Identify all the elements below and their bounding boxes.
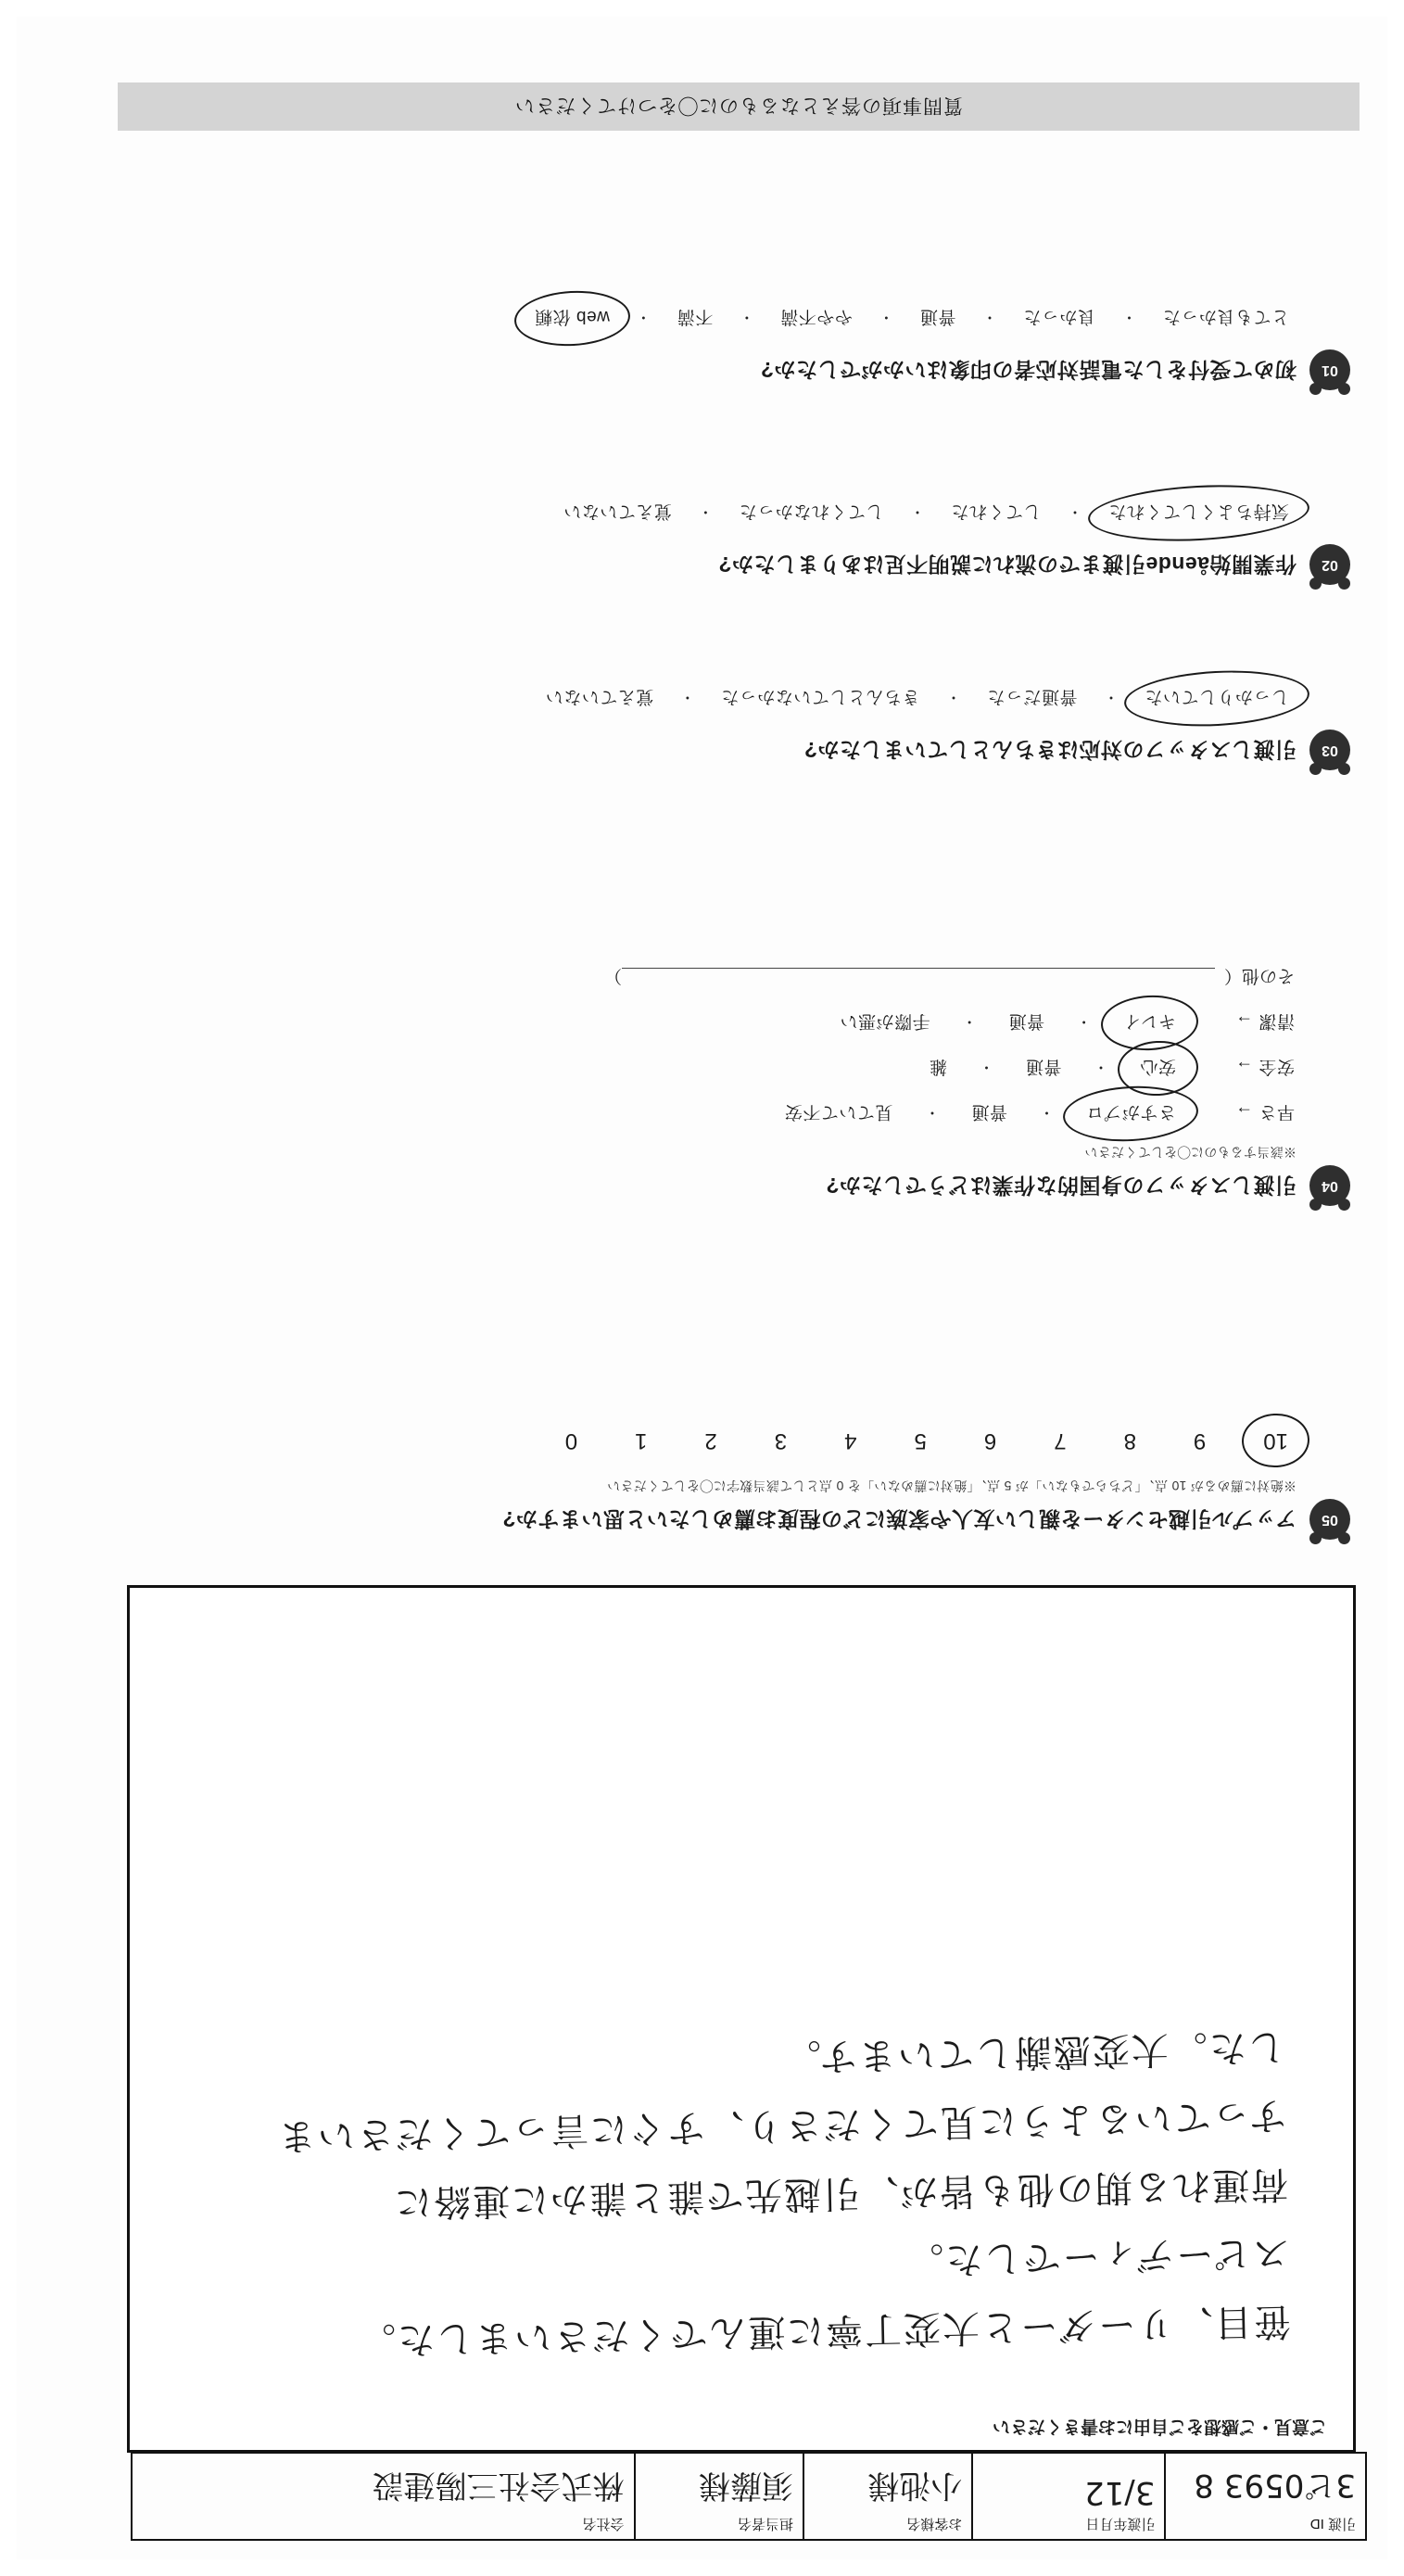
other-input-line[interactable] <box>622 968 1215 987</box>
option-separator: ・ <box>697 503 714 519</box>
option-separator: ・ <box>924 1104 940 1120</box>
question-text-02: 作業開始ående引渡までの流れに説明不足はありましたか? <box>717 552 1296 577</box>
row-cleanliness-option-2[interactable]: 普通 <box>1008 1011 1045 1031</box>
question-02-options[interactable] <box>118 497 1295 529</box>
question-note-05: ※絶対に薦めるが 10 点、「どちらでもない」が 5 点、「絶対に薦めない」を 0 点として該当数字に◯をしてください <box>606 1478 1296 1493</box>
question-badge-04: 04 <box>1309 1165 1350 1206</box>
question-text-04: 引渡しスタッフの身国的な作業はどうでしたか? <box>825 1174 1296 1198</box>
row-label-speed: 早さ → <box>1234 1102 1295 1122</box>
question-03-options[interactable] <box>118 682 1295 715</box>
q01-option-5[interactable]: 不満 <box>677 307 714 326</box>
meta-label-date: 引渡年月日 <box>1085 2516 1156 2532</box>
option-separator: ・ <box>1103 689 1119 704</box>
comment-box <box>127 1585 1356 2453</box>
other-paren-open: （ <box>1223 966 1242 985</box>
comment-label: ご意見・ご感想をご自由にお書きください <box>992 2417 1327 2436</box>
option-separator: ・ <box>1120 309 1137 324</box>
q03-option-2[interactable]: 普通だった <box>986 687 1078 706</box>
scale-option-7[interactable]: 7 <box>1054 1428 1067 1453</box>
question-head-04 <box>118 1165 1350 1206</box>
question-badge-01: 01 <box>1309 349 1350 390</box>
other-paren-close: ） <box>603 966 622 985</box>
other-label: その他 <box>1241 966 1295 985</box>
meta-value-id: 3ピ0593 8 <box>1194 2467 1356 2504</box>
instruction-band <box>118 82 1360 131</box>
scale-option-1[interactable]: 1 <box>635 1428 648 1453</box>
question-text-03: 引渡しスタッフの対応はきちんとしていましたか? <box>803 738 1296 762</box>
meta-label-customer: お客様名 <box>906 2516 963 2532</box>
scale-option-2[interactable]: 2 <box>704 1428 717 1453</box>
question-badge-02: 02 <box>1309 544 1350 585</box>
meta-label-id: 引渡 ID <box>1309 2516 1356 2532</box>
meta-field-staff <box>634 2454 803 2539</box>
row-speed-option-3[interactable]: 見ていて不安 <box>784 1102 893 1122</box>
question-04-row-speed <box>118 1098 1295 1130</box>
option-separator: ・ <box>978 1059 994 1074</box>
scale-option-6[interactable]: 6 <box>983 1428 997 1453</box>
question-head-03 <box>118 730 1350 770</box>
question-04-row-safety <box>118 1052 1295 1085</box>
question-block-01 <box>118 302 1350 390</box>
scale-option-3[interactable]: 3 <box>774 1428 788 1453</box>
question-01-options[interactable] <box>118 302 1295 335</box>
q01-option-1[interactable]: とても良かった <box>1162 307 1289 326</box>
question-head-05 <box>118 1499 1350 1540</box>
comment-line: 笹目、リーダーと大変丁寧に運んでくださいました。 <box>356 2299 1292 2362</box>
option-separator: ・ <box>961 1013 978 1029</box>
scale-option-8[interactable]: 8 <box>1123 1428 1136 1453</box>
meta-value-date: 3/12 <box>1084 2474 1156 2511</box>
scale-option-0[interactable]: 0 <box>564 1428 578 1453</box>
option-separator: ・ <box>945 689 961 704</box>
meta-field-customer <box>803 2454 971 2539</box>
instruction-text: 質問事項の答えとなるものに◯をつけてください <box>514 95 963 116</box>
option-separator: ・ <box>679 689 695 704</box>
q01-option-6[interactable]: web 依頼 <box>529 302 615 335</box>
question-text-01: 初めて受付をした電話対応者の印象はいかがでしたか? <box>760 358 1296 382</box>
option-separator: ・ <box>635 309 651 324</box>
q03-option-4[interactable]: 覚えていない <box>545 687 654 706</box>
row-cleanliness-option-1[interactable]: キレイ <box>1116 1007 1183 1039</box>
question-badge-05: 05 <box>1309 1499 1350 1540</box>
meta-value-customer: 小池様 <box>867 2467 963 2504</box>
meta-field-company <box>133 2454 634 2539</box>
row-cleanliness-option-3[interactable]: 手際が悪い <box>840 1011 930 1031</box>
option-separator: ・ <box>878 309 894 324</box>
comment-handwriting <box>191 2012 1291 2379</box>
question-note-04: ※該当するものに◯をしてください <box>1084 1145 1296 1160</box>
q02-option-1[interactable]: 気持ちよくしてくれた <box>1103 497 1295 529</box>
question-text-05: アップル引越センターを親しい友人や家族にどの程度お薦めしたいと思いますか? <box>501 1507 1296 1531</box>
comment-line: 荷運れる期の他も皆が、引越先で誰と誰かに連絡に <box>392 2162 1289 2224</box>
meta-field-id <box>1164 2454 1365 2539</box>
question-block-05 <box>118 1425 1350 1540</box>
question-04-other <box>118 965 1295 990</box>
option-separator: ・ <box>739 309 754 324</box>
row-options-speed[interactable] <box>777 1098 1183 1130</box>
row-options-cleanliness[interactable] <box>832 1007 1183 1039</box>
rating-scale-05[interactable] <box>118 1425 1295 1456</box>
meta-value-staff: 須藤様 <box>698 2467 793 2504</box>
option-separator: ・ <box>1076 1013 1092 1029</box>
meta-label-staff: 担当者名 <box>737 2516 793 2532</box>
meta-strip <box>131 2452 1367 2541</box>
q03-option-1[interactable]: しっかりしていた <box>1139 682 1295 715</box>
question-head-02 <box>118 544 1350 585</box>
row-options-safety[interactable] <box>921 1052 1183 1085</box>
comment-line: スピーディーでした。 <box>904 2230 1290 2282</box>
q01-option-2[interactable]: 良かった <box>1022 307 1095 326</box>
row-speed-option-1[interactable]: さすがプロ <box>1078 1098 1183 1130</box>
row-speed-option-2[interactable]: 普通 <box>970 1102 1007 1122</box>
scale-option-9[interactable]: 9 <box>1193 1428 1207 1453</box>
paper-surface <box>17 17 1387 2559</box>
row-safety-option-3[interactable]: 雑 <box>929 1057 947 1076</box>
question-04-row-cleanliness <box>118 1007 1295 1039</box>
question-block-03 <box>118 682 1350 770</box>
question-badge-03: 03 <box>1309 730 1350 770</box>
scale-option-4[interactable]: 4 <box>844 1428 857 1453</box>
scale-option-10[interactable]: 10 <box>1257 1425 1295 1456</box>
option-separator: ・ <box>1093 1059 1108 1074</box>
question-block-02 <box>118 497 1350 585</box>
row-label-cleanliness: 清潔 → <box>1234 1011 1295 1031</box>
q01-option-3[interactable]: 普通 <box>919 307 956 326</box>
comment-line: した。大変感謝しています。 <box>781 2024 1286 2079</box>
q03-option-3[interactable]: きちんとしていなかった <box>720 687 920 706</box>
row-label-safety: 安全 → <box>1234 1057 1295 1076</box>
q02-option-4[interactable]: 覚えていない <box>563 501 672 521</box>
comment-line: すっているように見てくださり、すぐに言ってくださいま <box>276 2093 1287 2158</box>
q01-option-4[interactable]: やや不満 <box>779 307 853 326</box>
question-head-01 <box>118 349 1350 390</box>
option-separator: ・ <box>981 309 997 324</box>
question-block-04 <box>118 965 1350 1206</box>
meta-label-company: 会社名 <box>582 2516 625 2532</box>
meta-value-company: 株式会社三陽建設 <box>372 2467 625 2504</box>
scale-option-5[interactable]: 5 <box>914 1428 927 1453</box>
q02-option-2[interactable]: してくれた <box>950 501 1042 521</box>
row-safety-option-1[interactable]: 安心 <box>1132 1052 1183 1085</box>
meta-field-date <box>971 2454 1164 2539</box>
option-separator: ・ <box>909 503 925 519</box>
option-separator: ・ <box>1038 1104 1055 1120</box>
option-separator: ・ <box>1067 503 1082 519</box>
row-safety-option-2[interactable]: 普通 <box>1025 1057 1062 1076</box>
q02-option-3[interactable]: してくれなかった <box>739 501 884 521</box>
